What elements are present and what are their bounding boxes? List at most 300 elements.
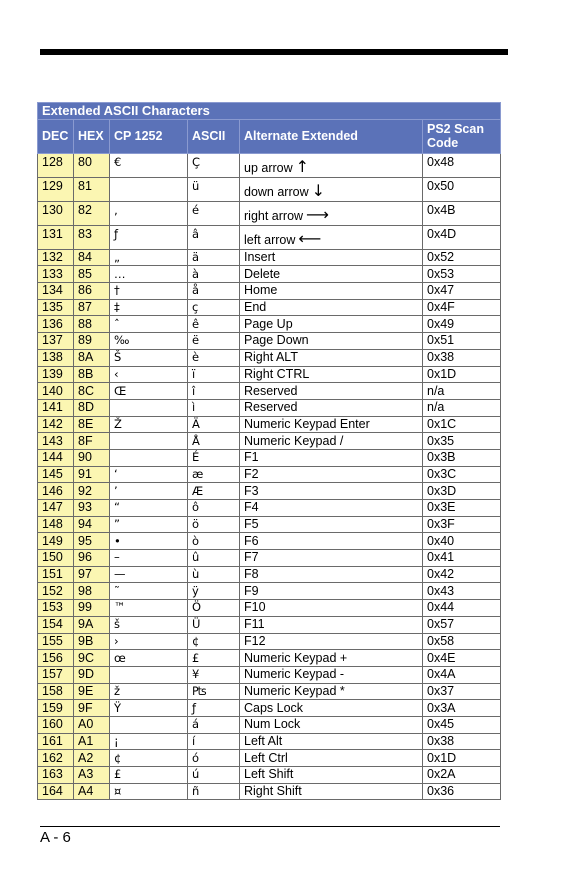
- table-row: [38, 516, 501, 533]
- ps2-scan-code-cell: [423, 650, 501, 667]
- cp1252-cell: [110, 516, 188, 533]
- cp1252-cell: [110, 177, 188, 201]
- hex-cell: [74, 153, 110, 177]
- ps2-scan-code-cell-text: 0x48: [427, 154, 455, 169]
- alternate-extended-cell-text: Home: [244, 283, 278, 298]
- hex-cell: [74, 299, 110, 316]
- ascii-cell-text: ƒ: [192, 700, 197, 715]
- alternate-extended-cell-text: Page Up: [244, 316, 293, 331]
- alternate-extended-cell-text: Right CTRL: [244, 366, 310, 381]
- alternate-extended-cell: [240, 583, 423, 600]
- table-row: [38, 266, 501, 283]
- ps2-scan-code-cell: [423, 733, 501, 750]
- dec-cell-text: 151: [42, 567, 63, 582]
- ascii-cell: [188, 550, 240, 567]
- ascii-cell: [188, 516, 240, 533]
- ps2-scan-code-cell: [423, 633, 501, 650]
- ascii-cell: [188, 177, 240, 201]
- hex-cell-text: 88: [78, 316, 92, 331]
- table-body: [38, 153, 501, 800]
- arrow-icon: ⟶: [306, 204, 329, 224]
- alternate-extended-cell: [240, 416, 423, 433]
- cp1252-cell: [110, 283, 188, 300]
- ps2-scan-code-cell: [423, 516, 501, 533]
- ascii-cell-text: Ü: [192, 617, 201, 632]
- hex-cell: [74, 483, 110, 500]
- hex-cell-text: 97: [78, 567, 92, 582]
- alternate-extended-cell-text: Delete: [244, 266, 281, 281]
- header-cp1252: CP 1252: [110, 119, 188, 153]
- hex-cell: [74, 566, 110, 583]
- cp1252-cell: [110, 333, 188, 350]
- ps2-scan-code-cell-text: 0x43: [427, 583, 455, 598]
- alternate-extended-cell-text: Numeric Keypad /: [244, 433, 344, 448]
- hex-cell-text: A1: [78, 733, 94, 748]
- alternate-extended-cell-text: F8: [244, 567, 259, 582]
- alternate-extended-cell: [240, 566, 423, 583]
- cp1252-cell-text: †: [114, 283, 120, 298]
- ascii-cell: [188, 500, 240, 517]
- dec-cell-text: 137: [42, 333, 63, 348]
- cp1252-cell: [110, 366, 188, 383]
- ps2-scan-code-cell: [423, 366, 501, 383]
- hex-cell-text: 83: [78, 226, 92, 241]
- cp1252-cell-text: „: [114, 250, 120, 265]
- hex-cell: [74, 716, 110, 733]
- ascii-cell: [188, 433, 240, 450]
- hex-cell: [74, 366, 110, 383]
- table-row: [38, 177, 501, 201]
- table-row: [38, 225, 501, 249]
- alternate-extended-cell-text: Page Down: [244, 333, 309, 348]
- extended-ascii-table: [37, 102, 501, 800]
- alternate-extended-cell-text: F11: [244, 617, 265, 632]
- ps2-scan-code-cell: [423, 433, 501, 450]
- alternate-extended-cell: [240, 600, 423, 617]
- alternate-extended-cell: [240, 483, 423, 500]
- cp1252-cell: [110, 583, 188, 600]
- ps2-scan-code-cell-text: 0x38: [427, 733, 455, 748]
- ascii-cell-text: æ: [192, 466, 204, 481]
- alternate-extended-cell: [240, 767, 423, 784]
- alternate-extended-cell: [240, 225, 423, 249]
- ascii-cell-text: ö: [192, 517, 200, 532]
- cp1252-cell: [110, 683, 188, 700]
- hex-cell: [74, 449, 110, 466]
- cp1252-cell: [110, 466, 188, 483]
- dec-cell: [38, 716, 74, 733]
- hex-cell-text: 89: [78, 333, 92, 348]
- dec-cell-text: 139: [42, 366, 63, 381]
- dec-cell: [38, 383, 74, 400]
- ascii-cell: [188, 666, 240, 683]
- alternate-extended-cell: [240, 700, 423, 717]
- dec-cell: [38, 566, 74, 583]
- alternate-extended-cell: [240, 533, 423, 550]
- hex-cell: [74, 583, 110, 600]
- table-row: [38, 153, 501, 177]
- table-row: [38, 349, 501, 366]
- dec-cell-text: 141: [42, 400, 63, 415]
- dec-cell: [38, 333, 74, 350]
- dec-cell: [38, 616, 74, 633]
- cp1252-cell: [110, 600, 188, 617]
- ascii-cell-text: è: [192, 350, 200, 365]
- alternate-extended-cell: [240, 316, 423, 333]
- ascii-cell-text: É: [192, 450, 200, 465]
- ps2-scan-code-cell-text: 0x3D: [427, 483, 457, 498]
- cp1252-cell: [110, 750, 188, 767]
- ps2-scan-code-cell-text: 0x35: [427, 433, 455, 448]
- ascii-cell-text: Æ: [192, 483, 204, 498]
- ps2-scan-code-cell: [423, 683, 501, 700]
- ps2-scan-code-cell-text: 0x2A: [427, 767, 456, 782]
- ps2-scan-code-cell-text: 0x44: [427, 600, 455, 615]
- ascii-cell-text: ê: [192, 316, 200, 331]
- hex-cell: [74, 733, 110, 750]
- ascii-cell: [188, 483, 240, 500]
- table-title-row: [38, 103, 501, 120]
- dec-cell-text: 154: [42, 617, 63, 632]
- ascii-cell: [188, 767, 240, 784]
- ascii-cell-text: ì: [192, 400, 196, 415]
- ascii-cell: [188, 700, 240, 717]
- dec-cell-text: 155: [42, 633, 63, 648]
- alternate-extended-cell: [240, 683, 423, 700]
- ascii-cell-text: ü: [192, 178, 200, 193]
- table-row: [38, 500, 501, 517]
- dec-cell: [38, 201, 74, 225]
- alternate-extended-cell-text: F5: [244, 517, 259, 532]
- alternate-extended-cell: [240, 516, 423, 533]
- cp1252-cell-text: ‘: [114, 466, 118, 481]
- alternate-extended-cell: [240, 466, 423, 483]
- dec-cell: [38, 550, 74, 567]
- ps2-scan-code-cell-text: 0x3C: [427, 466, 457, 481]
- cp1252-cell: [110, 299, 188, 316]
- cp1252-cell-text: ¡: [114, 733, 119, 748]
- dec-cell-text: 159: [42, 700, 63, 715]
- cp1252-cell-text: Œ: [114, 383, 127, 398]
- ascii-cell: [188, 449, 240, 466]
- ascii-cell: [188, 616, 240, 633]
- table-row: [38, 433, 501, 450]
- cp1252-cell: [110, 666, 188, 683]
- cp1252-cell: [110, 266, 188, 283]
- dec-cell-text: 156: [42, 650, 63, 665]
- hex-cell-text: 8E: [78, 416, 94, 431]
- ascii-cell-text: ó: [192, 750, 200, 765]
- ps2-scan-code-cell-text: 0x4F: [427, 300, 455, 315]
- ps2-scan-code-cell: [423, 583, 501, 600]
- hex-cell-text: 91: [78, 466, 92, 481]
- ascii-cell-text: í: [192, 733, 196, 748]
- header-ascii: ASCII: [188, 119, 240, 153]
- dec-cell: [38, 533, 74, 550]
- alternate-extended-cell-text: right arrow: [244, 208, 304, 223]
- ps2-scan-code-cell-text: 0x4A: [427, 667, 456, 682]
- hex-cell: [74, 316, 110, 333]
- hex-cell: [74, 683, 110, 700]
- ascii-cell: [188, 650, 240, 667]
- ascii-cell-text: ₧: [192, 683, 207, 698]
- cp1252-cell-text: ‹: [114, 366, 119, 381]
- alternate-extended-cell-text: Num Lock: [244, 717, 301, 732]
- cp1252-cell-text: ˆ: [114, 316, 120, 331]
- ascii-cell-text: é: [192, 202, 200, 217]
- hex-cell-text: 9F: [78, 700, 93, 715]
- alternate-extended-cell-text: Caps Lock: [244, 700, 304, 715]
- ascii-cell: [188, 583, 240, 600]
- dec-cell: [38, 783, 74, 800]
- alternate-extended-cell: [240, 733, 423, 750]
- ascii-cell-text: ñ: [192, 784, 200, 799]
- cp1252-cell: [110, 566, 188, 583]
- ps2-scan-code-cell-text: 0x57: [427, 617, 455, 632]
- hex-cell-text: 8D: [78, 400, 94, 415]
- dec-cell-text: 138: [42, 350, 63, 365]
- alternate-extended-cell: [240, 650, 423, 667]
- cp1252-cell: [110, 783, 188, 800]
- cp1252-cell: [110, 433, 188, 450]
- table-title: Extended ASCII Characters: [38, 103, 501, 120]
- alternate-extended-cell-text: Numeric Keypad +: [244, 650, 348, 665]
- alternate-extended-cell-text: Numeric Keypad -: [244, 667, 345, 682]
- dec-cell-text: 133: [42, 266, 63, 281]
- table-row: [38, 616, 501, 633]
- ps2-scan-code-cell: [423, 700, 501, 717]
- hex-cell: [74, 700, 110, 717]
- ascii-cell-text: å: [192, 283, 200, 298]
- dec-cell-text: 158: [42, 683, 63, 698]
- hex-cell: [74, 177, 110, 201]
- ps2-scan-code-cell-text: n/a: [427, 383, 445, 398]
- ps2-scan-code-cell: [423, 201, 501, 225]
- hex-cell-text: 94: [78, 517, 92, 532]
- cp1252-cell: [110, 716, 188, 733]
- cp1252-cell: [110, 201, 188, 225]
- dec-cell: [38, 266, 74, 283]
- hex-cell: [74, 666, 110, 683]
- alternate-extended-cell-text: F7: [244, 550, 259, 565]
- ps2-scan-code-cell: [423, 225, 501, 249]
- ascii-cell-text: ÿ: [192, 583, 199, 598]
- hex-cell-text: A4: [78, 784, 94, 799]
- dec-cell: [38, 733, 74, 750]
- ascii-cell-text: Ö: [192, 600, 202, 615]
- hex-cell: [74, 333, 110, 350]
- ps2-scan-code-cell: [423, 299, 501, 316]
- table-row: [38, 600, 501, 617]
- cp1252-cell-text: •: [114, 533, 121, 548]
- ps2-scan-code-cell-text: 0x37: [427, 683, 455, 698]
- dec-cell: [38, 349, 74, 366]
- ascii-cell: [188, 600, 240, 617]
- ps2-scan-code-cell: [423, 767, 501, 784]
- dec-cell: [38, 633, 74, 650]
- ascii-cell: [188, 683, 240, 700]
- dec-cell-text: 161: [42, 733, 63, 748]
- cp1252-cell-text: –: [114, 550, 120, 565]
- cp1252-cell-text: ‰: [114, 333, 130, 348]
- table-row: [38, 583, 501, 600]
- ascii-cell: [188, 399, 240, 416]
- table-row: [38, 533, 501, 550]
- dec-cell-text: 128: [42, 154, 63, 169]
- hex-cell-text: 90: [78, 450, 92, 465]
- ps2-scan-code-cell-text: 0x4E: [427, 650, 456, 665]
- table-row: [38, 283, 501, 300]
- table-header-row: [38, 119, 501, 153]
- alternate-extended-cell-text: F3: [244, 483, 259, 498]
- alternate-extended-cell: [240, 201, 423, 225]
- cp1252-cell: [110, 249, 188, 266]
- dec-cell-text: 136: [42, 316, 63, 331]
- header-hex: HEX: [74, 119, 110, 153]
- alternate-extended-cell: [240, 500, 423, 517]
- ascii-cell: [188, 266, 240, 283]
- table-row: [38, 316, 501, 333]
- ascii-cell: [188, 153, 240, 177]
- ps2-scan-code-cell-text: 0x50: [427, 178, 455, 193]
- cp1252-cell: [110, 533, 188, 550]
- hex-cell: [74, 283, 110, 300]
- alternate-extended-cell-text: Left Alt: [244, 733, 283, 748]
- alternate-extended-cell: [240, 633, 423, 650]
- ps2-scan-code-cell: [423, 750, 501, 767]
- hex-cell: [74, 416, 110, 433]
- ps2-scan-code-cell: [423, 249, 501, 266]
- ascii-cell-text: ï: [192, 366, 196, 381]
- hex-cell: [74, 550, 110, 567]
- alternate-extended-cell-text: Numeric Keypad *: [244, 683, 345, 698]
- hex-cell: [74, 266, 110, 283]
- ascii-cell-text: ò: [192, 533, 200, 548]
- dec-cell-text: 150: [42, 550, 63, 565]
- ascii-cell: [188, 750, 240, 767]
- dec-cell: [38, 750, 74, 767]
- alternate-extended-cell: [240, 266, 423, 283]
- alternate-extended-cell: [240, 666, 423, 683]
- dec-cell: [38, 500, 74, 517]
- dec-cell-text: 149: [42, 533, 63, 548]
- alternate-extended-cell: [240, 449, 423, 466]
- ascii-cell: [188, 283, 240, 300]
- dec-cell-text: 153: [42, 600, 63, 615]
- cp1252-cell-text: ‡: [114, 300, 120, 315]
- ps2-scan-code-cell: [423, 177, 501, 201]
- hex-cell: [74, 399, 110, 416]
- ps2-scan-code-cell: [423, 416, 501, 433]
- hex-cell-text: 93: [78, 500, 92, 515]
- table-row: [38, 249, 501, 266]
- dec-cell-text: 152: [42, 583, 63, 598]
- hex-cell-text: 86: [78, 283, 92, 298]
- dec-cell-text: 148: [42, 517, 63, 532]
- alternate-extended-cell-text: F9: [244, 583, 259, 598]
- hex-cell: [74, 201, 110, 225]
- dec-cell: [38, 299, 74, 316]
- dec-cell: [38, 283, 74, 300]
- alternate-extended-cell-text: Reserved: [244, 400, 298, 415]
- dec-cell-text: 144: [42, 450, 63, 465]
- hex-cell: [74, 633, 110, 650]
- cp1252-cell-text: Š: [114, 350, 122, 365]
- hex-cell-text: 8F: [78, 433, 93, 448]
- alternate-extended-cell-text: F10: [244, 600, 266, 615]
- dec-cell: [38, 399, 74, 416]
- cp1252-cell-text: ¢: [114, 750, 122, 765]
- ps2-scan-code-cell-text: n/a: [427, 400, 445, 415]
- ascii-cell: [188, 533, 240, 550]
- hex-cell-text: 80: [78, 154, 92, 169]
- table-row: [38, 633, 501, 650]
- alternate-extended-cell: [240, 433, 423, 450]
- hex-cell-text: A3: [78, 767, 94, 782]
- alternate-extended-cell-text: Left Ctrl: [244, 750, 288, 765]
- header-alternate-extended: Alternate Extended: [240, 119, 423, 153]
- dec-cell-text: 142: [42, 416, 63, 431]
- dec-cell-text: 147: [42, 500, 63, 515]
- dec-cell-text: 143: [42, 433, 63, 448]
- cp1252-cell: [110, 449, 188, 466]
- alternate-extended-cell-text: Reserved: [244, 383, 298, 398]
- ascii-cell-text: û: [192, 550, 200, 565]
- cp1252-cell: [110, 349, 188, 366]
- ascii-cell-text: â: [192, 226, 200, 241]
- ps2-scan-code-cell-text: 0x51: [427, 333, 455, 348]
- hex-cell-text: 9A: [78, 617, 94, 632]
- hex-cell: [74, 616, 110, 633]
- ps2-scan-code-cell-text: 0x3A: [427, 700, 456, 715]
- cp1252-cell: [110, 383, 188, 400]
- table-row: [38, 399, 501, 416]
- ascii-cell-text: á: [192, 717, 200, 732]
- ps2-scan-code-cell: [423, 266, 501, 283]
- ps2-scan-code-cell-text: 0x4D: [427, 226, 457, 241]
- ps2-scan-code-cell-text: 0x1D: [427, 366, 457, 381]
- ps2-scan-code-cell: [423, 449, 501, 466]
- dec-cell-text: 146: [42, 483, 63, 498]
- cp1252-cell: [110, 650, 188, 667]
- dec-cell-text: 131: [42, 226, 63, 241]
- hex-cell: [74, 750, 110, 767]
- hex-cell-text: 8C: [78, 383, 94, 398]
- hex-cell-text: 9E: [78, 683, 94, 698]
- hex-cell-text: 81: [78, 178, 92, 193]
- ascii-cell: [188, 566, 240, 583]
- cp1252-cell-text: …: [114, 266, 126, 281]
- table-row: [38, 650, 501, 667]
- cp1252-cell-text: Ž: [114, 416, 122, 431]
- dec-cell: [38, 225, 74, 249]
- alternate-extended-cell-text: down arrow: [244, 184, 309, 199]
- hex-cell-text: 8A: [78, 350, 94, 365]
- alternate-extended-cell-text: Left Shift: [244, 767, 294, 782]
- ascii-cell: [188, 316, 240, 333]
- dec-cell-text: 163: [42, 767, 63, 782]
- dec-cell: [38, 683, 74, 700]
- table-row: [38, 767, 501, 784]
- cp1252-cell-text: š: [114, 617, 120, 632]
- ascii-cell-text: ù: [192, 567, 200, 582]
- cp1252-cell: [110, 733, 188, 750]
- table-row: [38, 683, 501, 700]
- ascii-cell: [188, 299, 240, 316]
- ps2-scan-code-cell-text: 0x49: [427, 316, 455, 331]
- ps2-scan-code-cell: [423, 533, 501, 550]
- ps2-scan-code-cell: [423, 349, 501, 366]
